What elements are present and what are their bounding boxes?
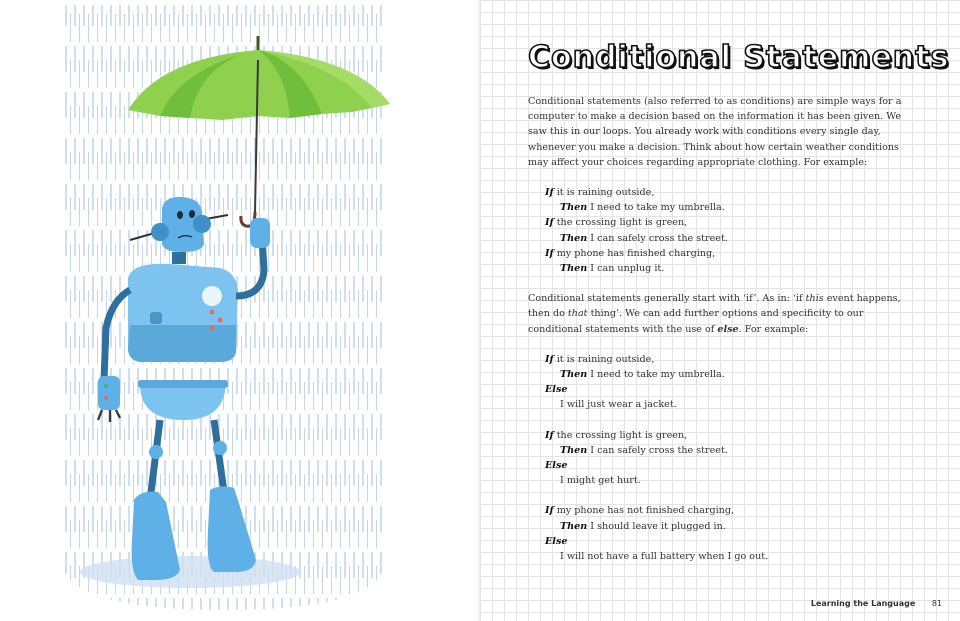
example1-if-line-3: If my phone has finished charging, (545, 247, 716, 259)
example2-if-line-3: If my phone has not finished charging, (545, 505, 735, 517)
example1-then-line-2: Then I can safely cross the street. (560, 232, 728, 244)
example2-else-line-2: I might get hurt. (560, 475, 641, 487)
page-content (528, 94, 920, 579)
page-number: 81 (931, 599, 942, 608)
example-if-then (545, 185, 920, 276)
example1-then-line-1: Then I need to take my umbrella. (560, 202, 725, 214)
example2-else-line-1: I will just wear a jacket. (560, 399, 677, 411)
example1-if-line-1: If it is raining outside, (545, 187, 655, 199)
example2-else-label-1: Else (545, 384, 568, 396)
example1-then-line-3: Then I can unplug it. (560, 263, 665, 275)
example2-if-line-2: If the crossing light is green, (545, 429, 688, 441)
example-if-then-else-1 (545, 352, 920, 413)
page-footer (811, 599, 942, 608)
example2-then-line-2: Then I can safely cross the street. (560, 444, 728, 456)
example2-if-line-1: If it is raining outside, (545, 353, 655, 365)
example-if-then-else-3 (545, 503, 920, 564)
intro-paragraph: Conditional statements (also referred to as conditions) are simple ways for a computer to make a decision based on the information it has been given. We saw this in our loops. You already work with conditions every single day, whenever you make a decision. Think about how certain weather conditions may affect your choices regarding appropriate clothing. For example: (528, 96, 902, 168)
example2-else-label-3: Else (545, 535, 568, 547)
else-paragraph: Conditional statements generally start with ‘if’. As in: ‘if this event happens, then do that thing’. We can add further options and specificity to our conditional statements with the use of else. For example: (528, 293, 901, 335)
example2-else-label-2: Else (545, 460, 568, 472)
example1-if-line-2: If the crossing light is green, (545, 217, 688, 229)
example2-then-line-3: Then I should leave it plugged in. (560, 520, 726, 532)
page-title: Conditional Statements (528, 40, 950, 75)
example2-else-line-3: I will not have a full battery when I go out. (560, 551, 769, 563)
section-title: Learning the Language (810, 599, 916, 608)
example-if-then-else-2 (545, 428, 920, 489)
example2-then-line-1: Then I need to take my umbrella. (560, 369, 725, 381)
puddle (80, 556, 300, 588)
